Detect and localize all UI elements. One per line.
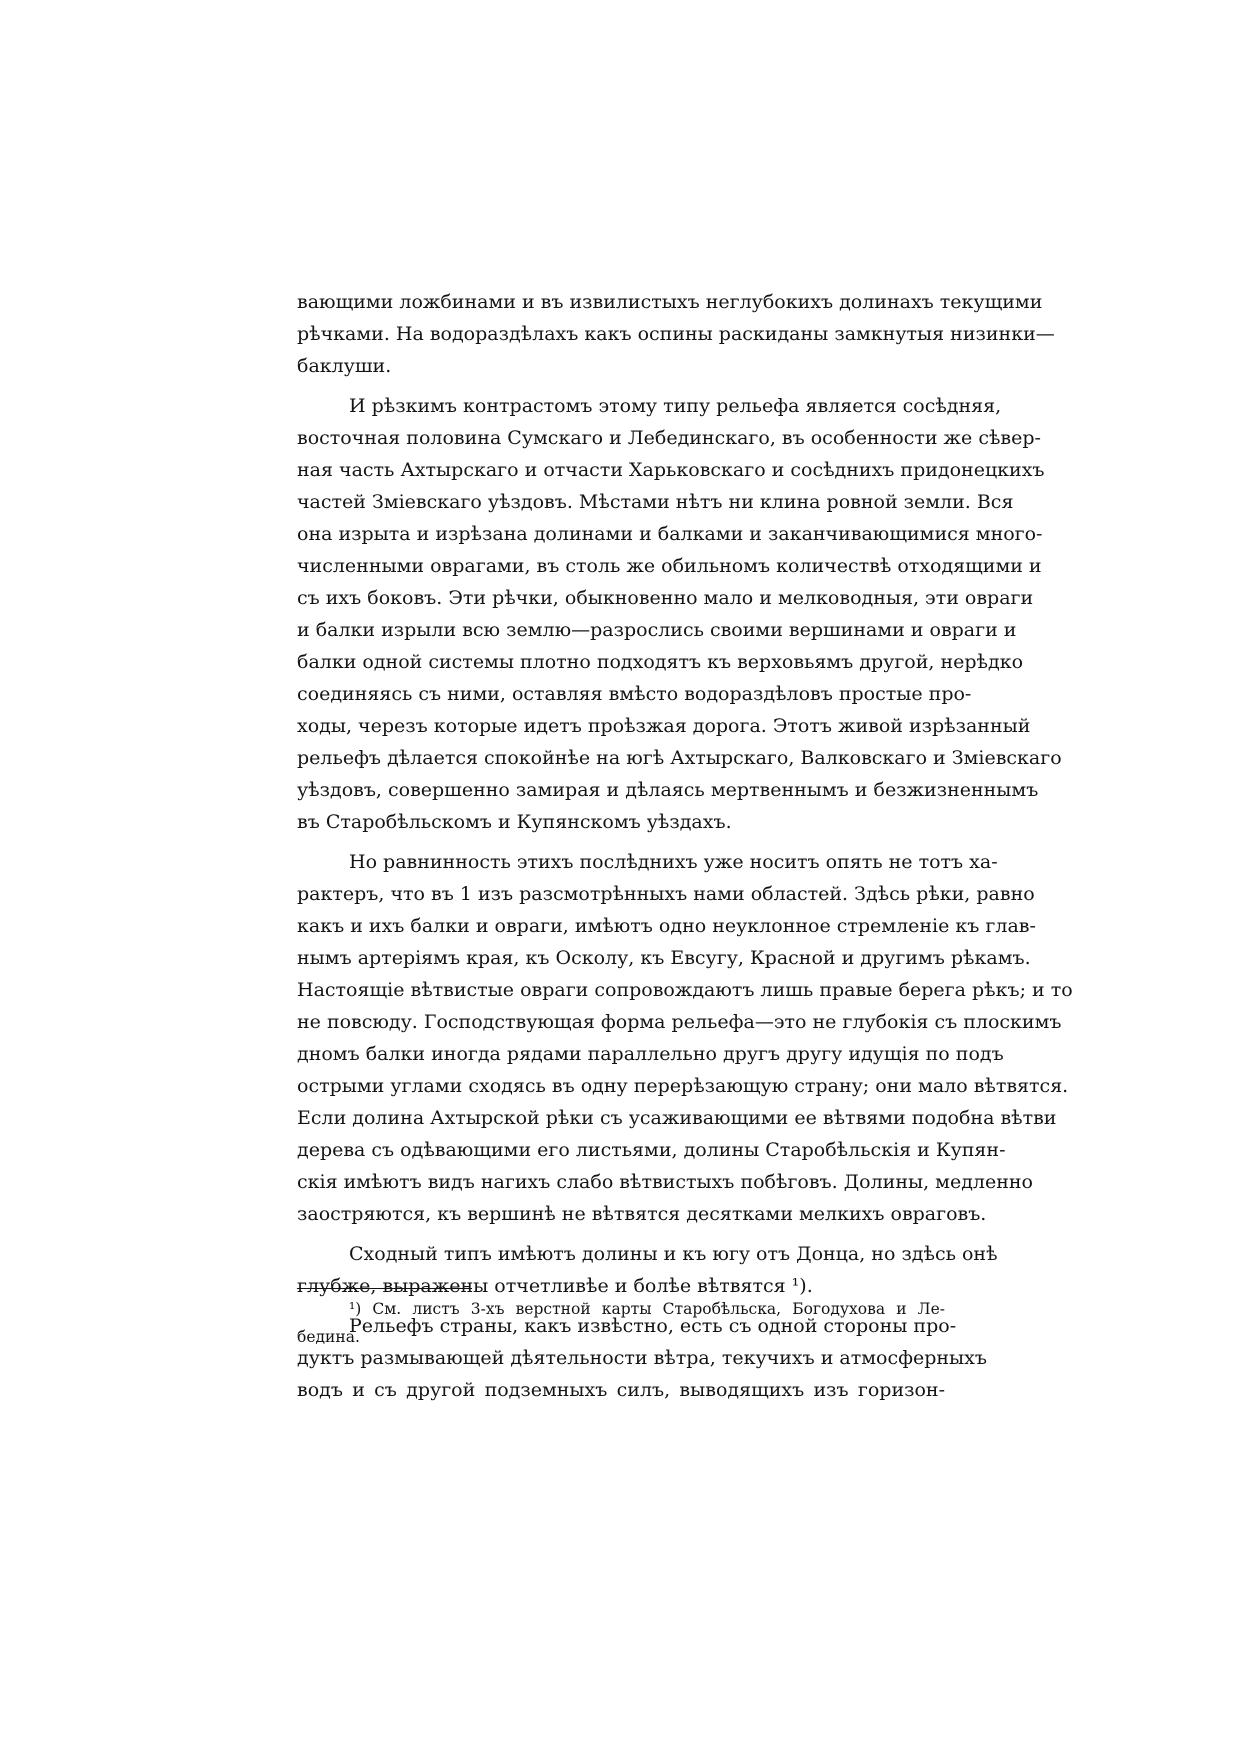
text-line: дномъ балки иногда рядами параллельно другъ другу идущія по подъ bbox=[297, 1043, 1004, 1065]
text-line: численными оврагами, въ столь же обильномъ количествѣ отходящими и bbox=[297, 555, 1042, 577]
text-line: рельефъ дѣлается спокойнѣе на югѣ Ахтырскаго, Валковскаго и Зміевскаго bbox=[297, 747, 1062, 769]
text-line: И рѣзкимъ контрастомъ этому типу рельефа является сосѣдняя, bbox=[349, 395, 1002, 417]
text-line: дерева съ одѣвающими его листьями, долины Старобѣльскія и Купян- bbox=[297, 1139, 1006, 1161]
text-line: дуктъ размывающей дѣятельности вѣтра, текучихъ и атмосферныхъ bbox=[297, 1347, 987, 1369]
text-line: острыми углами сходясь въ одну перерѣзающую страну; они мало вѣтвятся. bbox=[297, 1075, 1069, 1097]
text-line: восточная половина Сумскаго и Лебединскаго, въ особенности же сѣвер- bbox=[297, 427, 1041, 449]
text-line: и балки изрыли всю землю—разрослись своими вершинами и овраги и bbox=[297, 619, 1017, 641]
text-line: скія имѣютъ видъ нагихъ слабо вѣтвистыхъ побѣговъ. Долины, медленно bbox=[297, 1171, 1033, 1193]
footnote-line: ¹) См. листъ 3-хъ верстной карты Старобѣльска, Богодухова и Ле- bbox=[349, 1300, 945, 1318]
text-line: соединяясь съ ними, оставляя вмѣсто водораздѣловъ простые про- bbox=[297, 683, 972, 705]
text-line: глубже, выражены отчетливѣе и болѣе вѣтвятся ¹). bbox=[297, 1275, 813, 1297]
text-line: въ Старобѣльскомъ и Купянскомъ уѣздахъ. bbox=[297, 811, 732, 833]
text-line: уѣздовъ, совершенно замирая и дѣлаясь мертвеннымъ и безжизненнымъ bbox=[297, 779, 1039, 801]
text-line: водъ и съ другой подземныхъ силъ, выводящихъ изъ горизон- bbox=[297, 1379, 945, 1401]
text-line: рактеръ, что въ 1 изъ разсмотрѣнныхъ нами областей. Здѣсь рѣки, равно bbox=[297, 883, 1035, 905]
text-line: какъ и ихъ балки и овраги, имѣютъ одно неуклонное стремленіе къ глав- bbox=[297, 915, 1036, 937]
text-line: Но равнинность этихъ послѣднихъ уже носитъ опять не тотъ ха- bbox=[349, 851, 998, 873]
text-line: Рельефъ страны, какъ извѣстно, есть съ одной стороны про- bbox=[349, 1315, 957, 1337]
footnote-divider bbox=[297, 1288, 472, 1289]
body-text bbox=[297, 286, 1073, 1406]
paragraph bbox=[297, 846, 1073, 1230]
text-line: баклуши. bbox=[297, 355, 392, 377]
text-line: Настоящіе вѣтвистые овраги сопровождаютъ лишь правые берега рѣкъ; и то bbox=[297, 979, 1073, 1001]
text-line: нымъ артеріямъ края, къ Осколу, къ Евсугу, Красной и другимъ рѣкамъ. bbox=[297, 947, 1031, 969]
text-line: балки одной системы плотно подходятъ къ верховьямъ другой, нерѣдко bbox=[297, 651, 1024, 673]
text-line: Если долина Ахтырской рѣки съ усаживающими ее вѣтвями подобна вѣтви bbox=[297, 1107, 1057, 1129]
text-line: съ ихъ боковъ. Эти рѣчки, обыкновенно мало и мелководныя, эти овраги bbox=[297, 587, 1034, 609]
footnote-line: бедина. bbox=[297, 1328, 360, 1346]
text-line: частей Зміевскаго уѣздовъ. Мѣстами нѣтъ ни клина ровной земли. Вся bbox=[297, 491, 1014, 513]
text-line: не повсюду. Господствующая форма рельефа—это не глубокія съ плоскимъ bbox=[297, 1011, 1062, 1033]
text-line: она изрыта и изрѣзана долинами и балками и заканчивающимися много- bbox=[297, 523, 1043, 545]
paragraph bbox=[297, 1238, 998, 1302]
text-line: вающими ложбинами и въ извилистыхъ неглубокихъ долинахъ текущими bbox=[297, 291, 1043, 313]
footnote bbox=[297, 1295, 957, 1351]
text-line: ходы, черезъ которые идетъ проѣзжая дорога. Этотъ живой изрѣзанный bbox=[297, 715, 1031, 737]
paragraph bbox=[297, 286, 1055, 382]
text-line: ная часть Ахтырскаго и отчасти Харьковскаго и сосѣднихъ придонецкихъ bbox=[297, 459, 1045, 481]
text-line: заостряются, къ вершинѣ не вѣтвятся десятками мелкихъ овраговъ. bbox=[297, 1203, 987, 1225]
text-line: Сходный типъ имѣютъ долины и къ югу отъ Донца, но здѣсь онѣ bbox=[349, 1243, 998, 1265]
paragraph bbox=[297, 390, 1062, 838]
text-line: рѣчками. На водораздѣлахъ какъ оспины раскиданы замкнутыя низинки— bbox=[297, 323, 1055, 345]
